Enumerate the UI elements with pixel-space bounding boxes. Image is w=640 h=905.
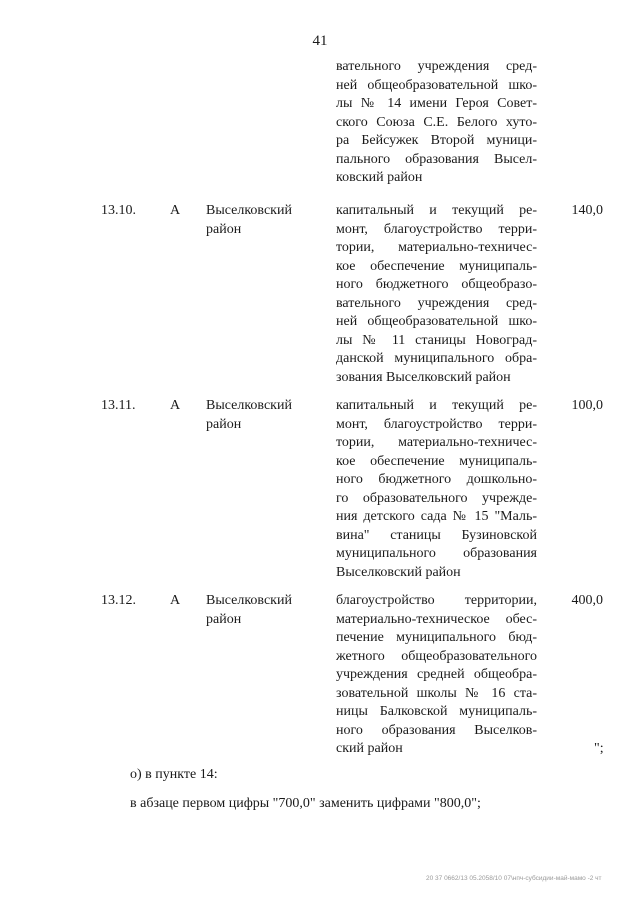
row-description xyxy=(336,202,537,387)
description-line: Выселковский район xyxy=(336,564,461,580)
description-line: монт, благоустройство терри- xyxy=(336,221,537,237)
description-line: вина" станицы Бузиновской xyxy=(336,527,537,543)
row-description xyxy=(336,592,537,759)
row-amount: 100,0 xyxy=(571,398,603,413)
district-line: Выселковский xyxy=(206,593,292,608)
description-line: ского Союза С.Е. Белого хуто- xyxy=(336,114,537,130)
description-line: кое обеспечение муниципаль- xyxy=(336,453,537,469)
row-number: 13.12. xyxy=(101,593,136,608)
document-footer: 20 37 0662/13 05.2058/10 07\нпч-субсидии-май-мамо -2 чт xyxy=(426,875,602,882)
description-line: ния детского сада № 15 "Маль- xyxy=(336,509,537,524)
description-line: зовательной школы № 16 ста- xyxy=(336,685,537,701)
paragraph-instruction: в абзаце первом цифры "700,0" заменить цифрами "800,0"; xyxy=(130,796,481,811)
description-line: тории, материально-техничес- xyxy=(336,240,537,255)
description-line: тории, материально-техничес- xyxy=(336,435,537,450)
row-category: А xyxy=(170,593,181,608)
description-line: ский район xyxy=(336,741,403,756)
row-number: 13.11. xyxy=(101,398,136,413)
description-line: ного бюджетного дошкольно- xyxy=(336,472,537,487)
description-line: лы № 14 имени Героя Совет- xyxy=(336,96,537,111)
district-line: район xyxy=(206,611,242,627)
description-line: ра Бейсужек Второй муници- xyxy=(336,133,537,148)
row-category: А xyxy=(170,203,181,218)
description-line: монт, благоустройство терри- xyxy=(336,416,537,432)
description-line: данской муниципального обра- xyxy=(336,351,537,366)
description-line: капитальный и текущий ре- xyxy=(336,398,537,413)
row-amount: 400,0 xyxy=(571,593,603,608)
description-line: ного бюджетного общеобразо- xyxy=(336,277,537,292)
district-line: Выселковский xyxy=(206,398,292,413)
description-line: вательного учреждения сред- xyxy=(336,295,537,311)
description-line: зования Выселковский район xyxy=(336,369,511,385)
description-line: муниципального образования xyxy=(336,546,537,561)
district-line: район xyxy=(206,221,242,237)
description-line: учреждения средней общеобра- xyxy=(336,667,537,682)
row-district xyxy=(206,592,316,629)
description-line: материально-техническое обес- xyxy=(336,611,537,627)
district-line: Выселковский xyxy=(206,203,292,218)
page-number: 41 xyxy=(312,33,328,49)
description-line: го образовательного учрежде- xyxy=(336,490,537,506)
description-line: капитальный и текущий ре- xyxy=(336,203,537,218)
continuation-description xyxy=(336,58,537,188)
paragraph-item: о) в пункте 14: xyxy=(130,767,218,782)
row-description xyxy=(336,397,537,582)
description-line: ного образования Выселков- xyxy=(336,722,537,738)
description-line: благоустройство территории, xyxy=(336,593,537,608)
description-line: жетного общеобразовательного xyxy=(336,648,537,664)
description-line: пального образования Высел- xyxy=(336,151,537,167)
description-line: ней общеобразовательной шко- xyxy=(336,314,537,329)
district-line: район xyxy=(206,416,242,432)
row-district xyxy=(206,397,316,434)
closing-quote: "; xyxy=(594,741,604,756)
row-category: А xyxy=(170,398,181,413)
description-line: печение муниципального бюд- xyxy=(336,630,537,645)
description-line: ницы Балковской муниципаль- xyxy=(336,704,537,719)
row-number: 13.10. xyxy=(101,203,136,218)
description-line: кое обеспечение муниципаль- xyxy=(336,258,537,274)
row-amount: 140,0 xyxy=(571,203,603,218)
description-line: вательного учреждения сред- xyxy=(336,59,537,74)
row-district xyxy=(206,202,316,239)
description-line: лы № 11 станицы Новоград- xyxy=(336,332,537,348)
description-line: ней общеобразовательной шко- xyxy=(336,77,537,93)
description-line: ковский район xyxy=(336,170,423,185)
